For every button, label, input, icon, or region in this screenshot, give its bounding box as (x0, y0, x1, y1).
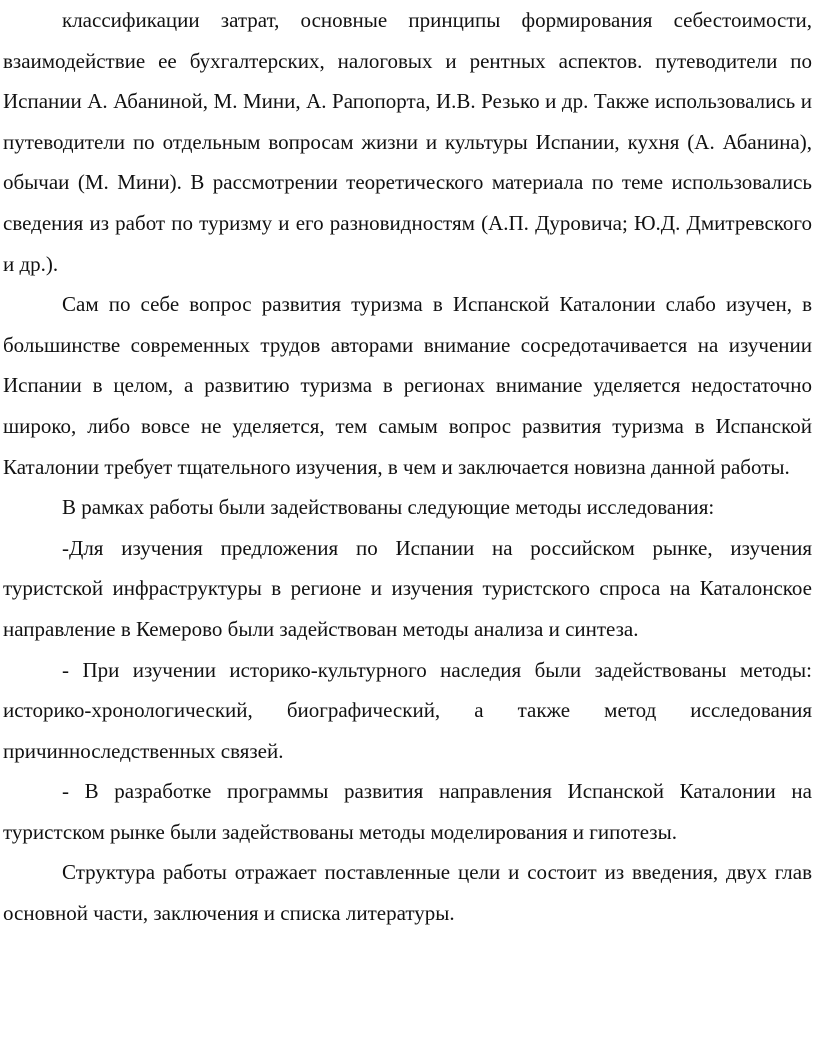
paragraph-method-historical: - При изучении историко-культурного наследия были задействованы методы: историко-хронологический, биографический, а также метод исследования причинноследственных связей. (3, 657, 812, 763)
paragraph-work-structure: Структура работы отражает поставленные цели и состоит из введения, двух глав основной части, заключения и списка литературы. (3, 860, 812, 926)
paragraph-sources-continuation: классификации затрат, основные принципы формирования себестоимости, взаимодействие ее бухгалтерских, налоговых и рентных аспектов. путеводители по Испании А. Абаниной, М. Мини, А. Рапопорта, И.В. Резько и др. Также использовались и путеводители по отдельным вопросам жизни и культуры Испании, кухня (А. Абанина), обычаи (М. Мини). В рассмотрении теоретического материала по теме использовались сведения из работ по туризму и его разновидностям (А.П. Дуровича; Ю.Д. Дмитревского и др.). (3, 8, 812, 276)
paragraph-method-analysis-synthesis: -Для изучения предложения по Испании на российском рынке, изучения туристской инфраструктуры в регионе и изучения туристского спроса на Каталонское направление в Кемерово были задействован методы анализа и синтеза. (3, 535, 812, 641)
paragraph-methods-intro: В рамках работы были задействованы следующие методы исследования: (62, 495, 715, 520)
paragraph-method-modeling: - В разработке программы развития направления Испанской Каталонии на туристском рынке были задействованы методы моделирования и гипотезы. (3, 779, 812, 844)
paragraph-research-novelty: Сам по себе вопрос развития туризма в Испанской Каталонии слабо изучен, в большинстве современных трудов авторами внимание сосредотачивается на изучении Испании в целом, а развитию туризма в регионах внимание уделяется недостаточно широко, либо вовсе не уделяется, тем самым вопрос развития туризма в Испанской Каталонии требует тщательного изучения, в чем и заключается новизна данной работы. (3, 292, 812, 479)
